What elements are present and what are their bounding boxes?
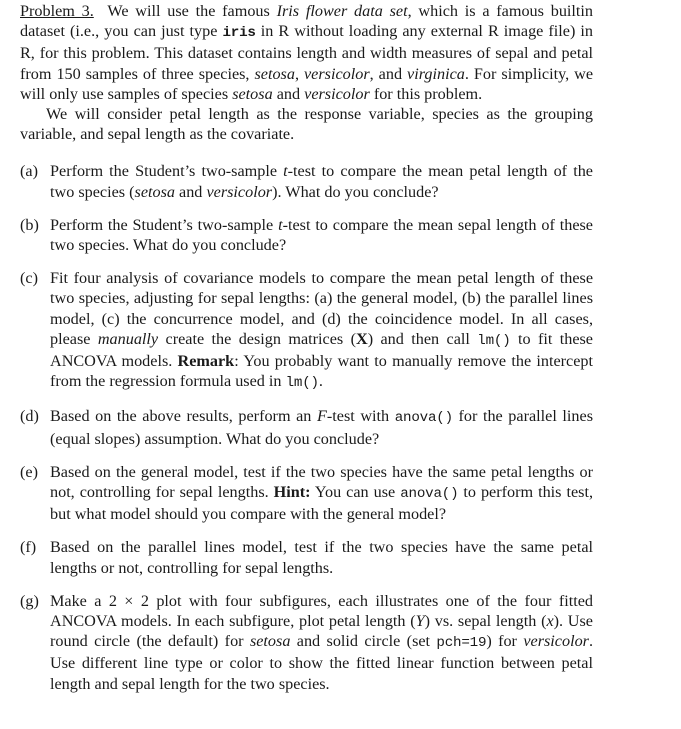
part-g xyxy=(20,591,593,694)
math-t: t xyxy=(278,215,283,234)
part-text: -test with xyxy=(326,407,395,426)
part-d xyxy=(20,406,593,448)
intro-text: We will use the famous xyxy=(107,2,277,20)
part-text: for the parallel lines (equal slopes) assumption. What do you conclude? xyxy=(50,407,593,448)
intro-text: for this problem. xyxy=(369,84,483,103)
part-text: ). Use round circle (the default) for xyxy=(50,612,593,651)
part-text: Perform the Student’s two-sample xyxy=(50,162,284,181)
species-setosa: setosa xyxy=(134,182,175,201)
part-text: -test to compare the mean petal length of the two species ( xyxy=(50,162,593,201)
code-anova: anova() xyxy=(394,410,453,427)
part-text: ) and then call xyxy=(367,329,478,348)
code-lm: lm() xyxy=(477,332,511,349)
part-label: (g) xyxy=(20,591,39,610)
math-F: F xyxy=(316,407,327,426)
part-text: ). What do you conclude? xyxy=(272,182,439,201)
dataset-name: Iris flower data set xyxy=(276,2,408,20)
part-label: (b) xyxy=(20,215,39,234)
code-lm: lm() xyxy=(285,375,319,392)
part-text: and solid circle (set xyxy=(290,632,437,651)
part-text: and xyxy=(174,182,207,201)
part-text: . Use different line type or color to show the fitted linear function between petal length and sepal length for the two species. xyxy=(50,632,594,693)
code-pch: pch=19 xyxy=(436,635,487,652)
problem-intro xyxy=(20,1,593,104)
species-versicolor: versicolor xyxy=(304,84,370,103)
part-text: Fit four analysis of covariance models to compare the mean petal length of these two species, adjusting for sepal lengths: (a) the general model, (b) the parallel lines model, (c) the concurrence model, and (d) the coincidence model. In all cases, please xyxy=(50,269,593,348)
part-text: Perform the Student’s two-sample xyxy=(50,215,279,234)
part-text: create the design matrices ( xyxy=(158,329,356,348)
part-text: ) vs. sepal length ( xyxy=(424,612,547,631)
part-text: Based on the general model, test if the two species have the same petal lengths or not, controlling for sepal lengths. xyxy=(50,462,593,502)
part-c xyxy=(20,268,593,393)
part-b xyxy=(20,215,593,255)
intro-text: , which is a famous builtin dataset (i.e., you can just type xyxy=(20,2,593,41)
species-setosa: setosa xyxy=(254,64,295,83)
part-text: . xyxy=(318,372,323,391)
code-anova: anova() xyxy=(400,486,459,503)
part-text: You can use xyxy=(310,483,401,502)
species-setosa: setosa xyxy=(232,84,273,103)
part-label: (e) xyxy=(20,462,38,481)
species-virginica: virginica xyxy=(407,64,465,83)
part-text: to perform this test, but what model should you compare with the general model? xyxy=(50,483,593,524)
part-text: : You probably want to manually remove the intercept from the regression formula used in xyxy=(50,352,593,391)
part-a xyxy=(20,161,593,201)
math-x: x xyxy=(546,612,554,631)
emph-manually: manually xyxy=(97,329,159,348)
species-setosa: setosa xyxy=(249,632,291,651)
code-iris: iris xyxy=(222,25,256,42)
part-text: ) for xyxy=(486,632,524,651)
intro-text: , xyxy=(294,64,304,83)
part-text: -test to compare the mean sepal length of these two species. What do you conclude? xyxy=(50,215,593,255)
intro-text: . For simplicity, we will only use samples of species xyxy=(20,64,594,103)
species-versicolor: versicolor xyxy=(304,64,370,83)
part-text: Make a 2 × 2 plot with four subfigures, each illustrates one of the four fitted ANCOVA models. In each subfigure, plot petal length ( xyxy=(50,591,593,631)
hint-label: Hint: xyxy=(273,483,311,502)
math-Y: Y xyxy=(415,612,425,631)
species-versicolor: versicolor xyxy=(206,182,273,201)
math-t: t xyxy=(283,162,288,181)
part-f xyxy=(20,537,593,577)
problem-parts xyxy=(20,161,593,693)
part-label: (d) xyxy=(20,407,39,426)
part-text: to fit these ANCOVA models. xyxy=(50,329,593,371)
problem-intro-2: We will consider petal length as the response variable, species as the grouping variable, and sepal length as the covariate. xyxy=(20,105,593,144)
intro-text: and xyxy=(272,84,305,103)
species-versicolor: versicolor xyxy=(523,632,589,651)
problem-title: Problem 3. xyxy=(20,2,94,20)
remark-label: Remark xyxy=(177,352,235,371)
part-label: (a) xyxy=(20,162,38,181)
part-label: (f) xyxy=(20,538,37,557)
part-e xyxy=(20,462,593,525)
intro-text: in R without loading any external R image file) in R, for this problem. This dataset contains length and width measures of sepal and petal from 150 samples of three species, xyxy=(20,22,593,83)
part-label: (c) xyxy=(20,269,38,288)
intro-text: , and xyxy=(369,64,408,83)
part-text: Based on the parallel lines model, test if the two species have the same petal lengths or not, controlling for sepal lengths. xyxy=(50,538,593,577)
math-X: X xyxy=(356,329,368,348)
part-text: Based on the above results, perform an xyxy=(50,407,317,426)
